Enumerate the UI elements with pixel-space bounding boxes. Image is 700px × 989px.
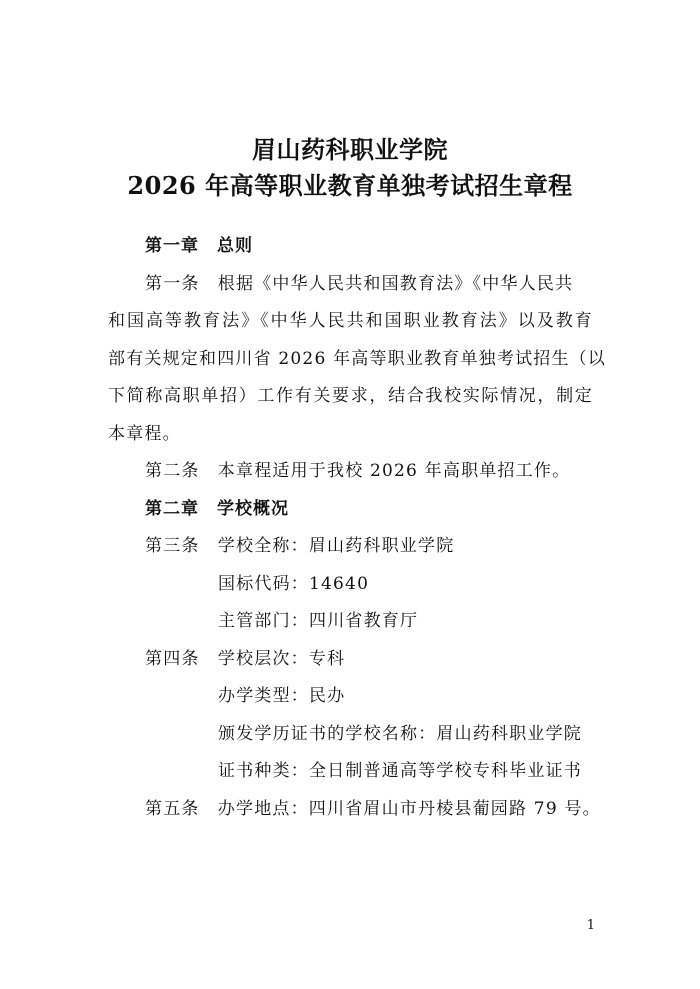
article3-line1: 第三条 学校全称：眉山药科职业学院	[145, 536, 455, 556]
title-school-name: 眉山药科职业学院	[252, 135, 448, 164]
chapter2-heading: 第二章 学校概况	[145, 498, 289, 519]
page-number: 1	[586, 918, 595, 933]
article4-line3: 颁发学历证书的学校名称：眉山药科职业学院	[218, 723, 582, 744]
article2: 第二条 本章程适用于我校 2026 年高职单招工作。	[145, 461, 571, 481]
chapter1-heading: 第一章 总则	[145, 236, 253, 256]
article4-line2: 办学类型：民办	[218, 686, 346, 706]
title-document-name: 2026 年高等职业教育单独考试招生章程	[127, 171, 573, 200]
article3-line3: 主管部门：四川省教育厅	[218, 611, 419, 631]
article4-line4: 证书种类：全日制普通高等学校专科毕业证书	[218, 761, 582, 781]
article1-line3: 部有关规定和四川省 2026 年高等职业教育单独考试招生（以	[108, 348, 607, 369]
document-title	[0, 132, 700, 204]
article1-line1: 第一条 根据《中华人民共和国教育法》《中华人民共	[145, 273, 574, 294]
article3-line2: 国标代码：14640	[218, 573, 370, 594]
article1-line2: 和国高等教育法》《中华人民共和国职业教育法》以及教育	[108, 311, 593, 331]
article1-line5: 本章程。	[108, 423, 181, 444]
article1-line4: 下简称高职单招）工作有关要求，结合我校实际情况，制定	[108, 386, 593, 406]
article5: 第五条 办学地点：四川省眉山市丹棱县葡园路 79 号。	[145, 798, 601, 819]
article4-line1: 第四条 学校层次：专科	[145, 648, 346, 669]
